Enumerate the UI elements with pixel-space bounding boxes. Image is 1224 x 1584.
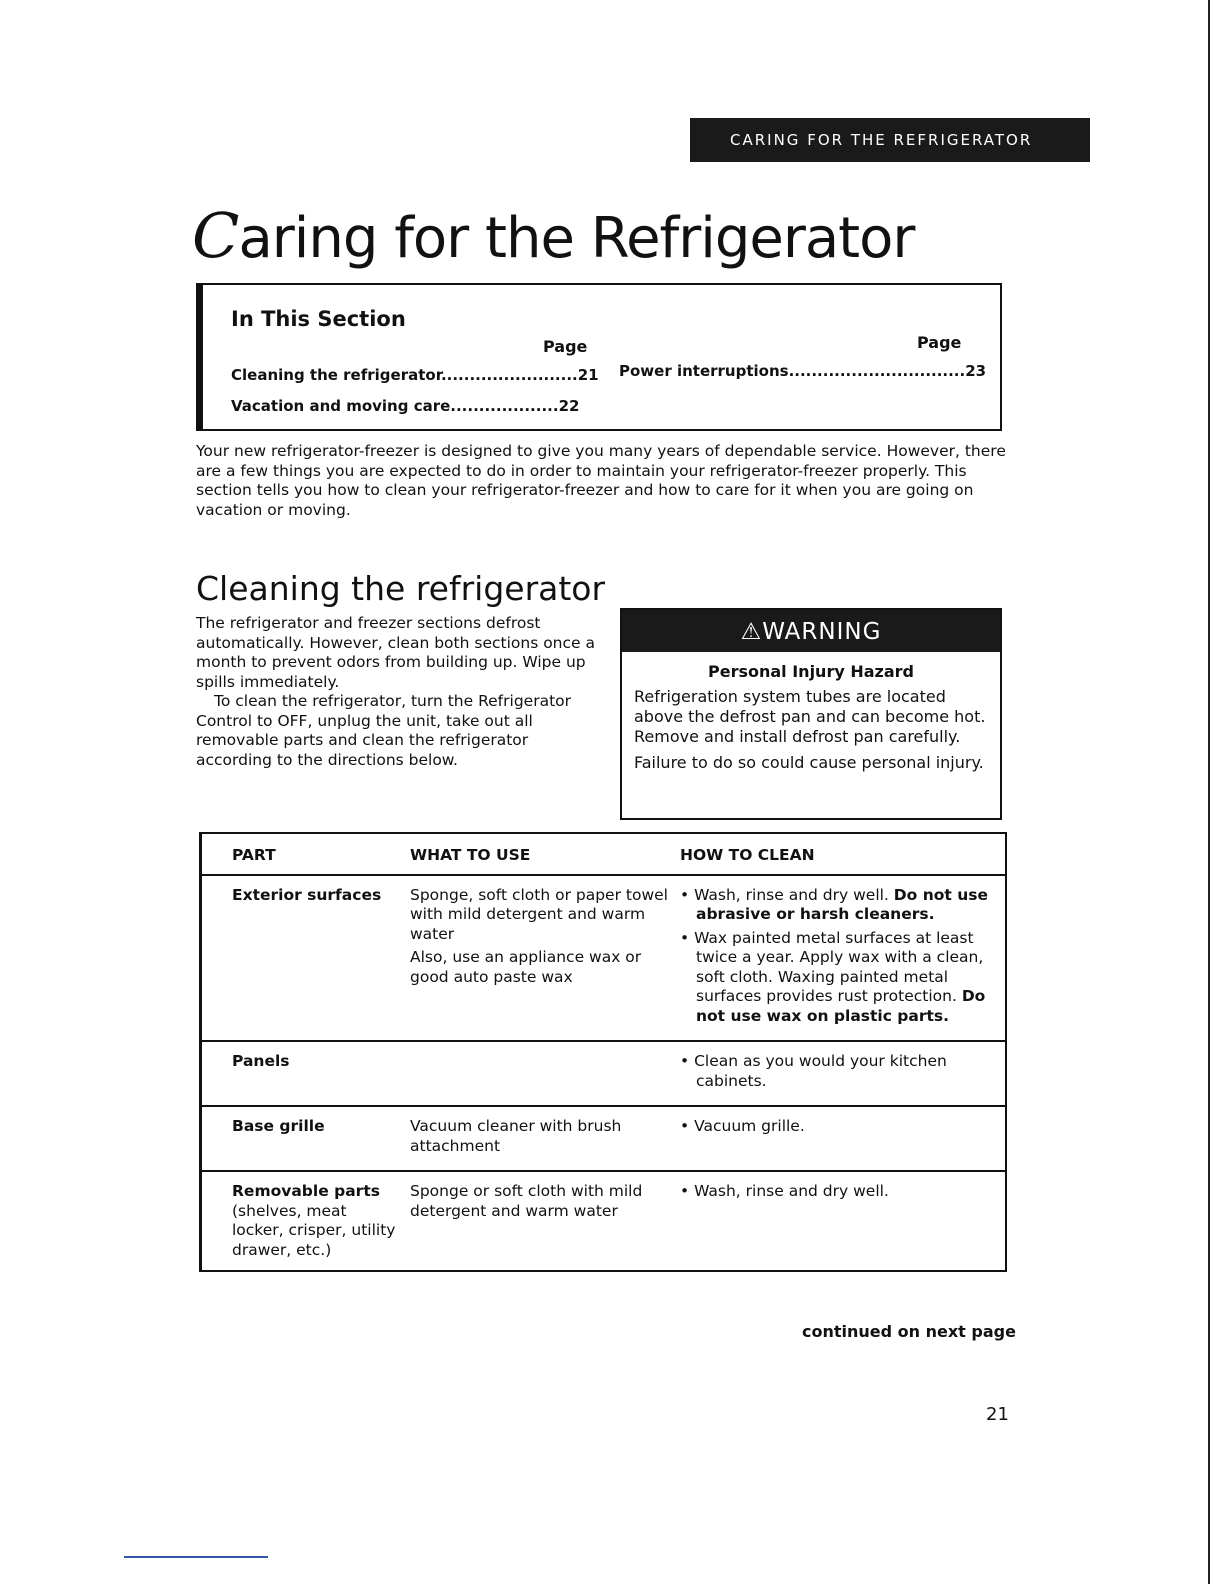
part-cell [201, 1106, 411, 1171]
in-this-section-box [196, 283, 1002, 431]
how-cell [680, 1106, 1006, 1171]
part-name: Panels [232, 1052, 290, 1070]
warning-title: WARNING [762, 619, 882, 645]
how-bullet: • Wash, rinse and dry well. [680, 1182, 889, 1200]
part-cell [201, 875, 411, 1042]
part-name: Exterior surfaces [232, 885, 382, 904]
toc-entry-label: Power interruptions [619, 362, 789, 380]
how-cell [680, 1041, 1006, 1106]
how-text: Clean as you would your kitchen cabinets. [694, 1052, 947, 1090]
how-text-bold: Do not use abrasive or harsh cleaners. [696, 885, 988, 923]
use-text: Sponge, soft cloth or paper towel with mild detergent and warm water [410, 885, 668, 943]
how-text: Wash, rinse and dry well. [694, 885, 894, 904]
page-title [192, 196, 914, 279]
how-bullet: • Wax painted metal surfaces at least twice a year. Apply wax with a clean, soft cloth. Waxing painted metal surfaces provides rust protection. Do not use wax on plastic parts. [680, 928, 986, 1025]
page-number: 21 [986, 1404, 1009, 1425]
use-cell [410, 1106, 680, 1171]
how-cell [680, 1171, 1006, 1271]
how-text: Wash, rinse and dry well. [694, 1182, 889, 1200]
toc-entry-cleaning[interactable] [231, 366, 599, 384]
toc-entry-label: Cleaning the refrigerator [231, 366, 441, 384]
toc-leader-dots: ........................ [440, 366, 578, 384]
cleaning-table [199, 832, 1007, 1272]
warning-text-2: Failure to do so could cause personal injury. [634, 753, 984, 772]
how-cell [680, 875, 1006, 1042]
header-what-to-use: WHAT TO USE [410, 833, 680, 875]
toc-heading: In This Section [231, 307, 406, 331]
warning-text-1: Refrigeration system tubes are located above the defrost pan and can become hot. Remove and install defrost pan carefully. [634, 687, 986, 746]
use-text: Also, use an appliance wax or good auto paste wax [410, 948, 642, 986]
cleaning-text [196, 614, 596, 770]
table-row [201, 1106, 1007, 1171]
toc-leader-dots: ................... [450, 397, 559, 415]
toc-entry-power[interactable] [619, 362, 986, 380]
warning-box [620, 608, 1002, 820]
how-text: Vacuum grille. [694, 1117, 805, 1135]
use-cell [410, 1171, 680, 1271]
header-part: PART [201, 833, 411, 875]
toc-page-label-right: Page [917, 333, 962, 352]
toc-entry-page: 22 [558, 397, 580, 415]
how-bullet: • Wash, rinse and dry well. Do not use abrasive or harsh cleaners. [680, 885, 988, 923]
footer-rule [124, 1556, 268, 1558]
continued-note: continued on next page [802, 1322, 1016, 1341]
table-row [201, 875, 1007, 1042]
section-title-cleaning: Cleaning the refrigerator [196, 569, 606, 608]
part-cell [201, 1041, 411, 1106]
how-text-bold: Do not use wax on plastic parts. [696, 987, 986, 1025]
use-cell [410, 875, 680, 1042]
table-row [201, 1041, 1007, 1106]
table-row [201, 1171, 1007, 1271]
title-initial: C [192, 199, 239, 272]
cleaning-paragraph-1: The refrigerator and freezer sections defrost automatically. However, clean both sections once a month to prevent odors from building up. Wipe up spills immediately. [196, 614, 595, 691]
cleaning-paragraph-2: To clean the refrigerator, turn the Refrigerator Control to OFF, unplug the unit, take out all removable parts and clean the refrigerator according to the directions below. [196, 692, 571, 769]
part-cell [201, 1171, 411, 1271]
part-name: Base grille [232, 1117, 325, 1135]
use-cell [410, 1041, 680, 1106]
page-edge-line [1208, 0, 1210, 1584]
use-text: Sponge or soft cloth with mild detergent and warm water [410, 1182, 643, 1220]
part-note: (shelves, meat locker, crisper, utility drawer, etc.) [232, 1201, 396, 1259]
toc-entry-page: 21 [577, 366, 599, 384]
toc-entry-page: 23 [965, 362, 987, 380]
section-header-tab: CARING FOR THE REFRIGERATOR [690, 118, 1090, 162]
title-rest: aring for the Refrigerator [238, 206, 915, 271]
toc-entry-label: Vacation and moving care [231, 397, 451, 415]
toc-entry-vacation[interactable] [231, 397, 579, 415]
warning-subtitle: Personal Injury Hazard [708, 662, 914, 681]
intro-paragraph: Your new refrigerator-freezer is designed to give you many years of dependable service. However, there are a few things you are expected to do in order to maintain your refrigerator-freezer properly. This section tells you how to clean your refrigerator-freezer and how to care for it when you are going on vacation or moving. [196, 442, 1006, 519]
toc-leader-dots: ............................... [788, 362, 966, 380]
use-text: Vacuum cleaner with brush attachment [410, 1117, 622, 1155]
how-bullet: • Clean as you would your kitchen cabinets. [680, 1052, 947, 1090]
how-bullet: • Vacuum grille. [680, 1117, 805, 1135]
how-text: Wax painted metal surfaces at least twice a year. Apply wax with a clean, soft cloth. Waxing painted metal surfaces provides rust protection. [694, 928, 984, 1005]
toc-page-label-left: Page [543, 337, 588, 356]
part-name: Removable parts [232, 1182, 380, 1200]
header-how-to-clean: HOW TO CLEAN [680, 833, 1006, 875]
warning-icon: ⚠ [740, 619, 763, 645]
table-header-row [201, 833, 1007, 875]
warning-banner [622, 610, 1000, 652]
